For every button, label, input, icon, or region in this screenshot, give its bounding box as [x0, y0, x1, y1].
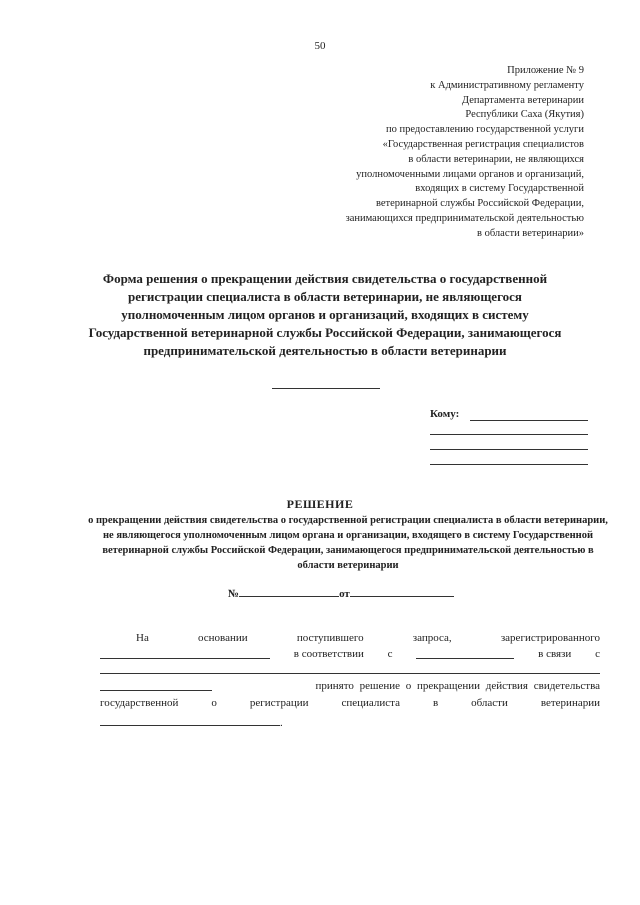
- decision-number-row: [228, 586, 454, 600]
- title-underline: [272, 388, 380, 389]
- date-label: от: [339, 588, 350, 600]
- number-blank[interactable]: [239, 586, 339, 597]
- page-number: 50: [314, 40, 326, 52]
- appendix-line: в области ветеринарии, не являющихся: [408, 153, 584, 165]
- recipient-blank-line[interactable]: [430, 434, 588, 435]
- body-word: в соответствии: [293, 648, 364, 660]
- appendix-line: занимающихся предпринимательской деятельностью: [345, 212, 584, 224]
- date-blank[interactable]: [350, 586, 454, 597]
- body-line-1: [136, 632, 600, 646]
- body-word: о: [211, 697, 217, 709]
- body-word: запроса,: [412, 632, 452, 644]
- appendix-line: Приложение № 9: [507, 65, 584, 76]
- body-word: с: [387, 648, 393, 660]
- recipient-label: Кому:: [430, 408, 460, 420]
- end-mark: .: [280, 717, 283, 729]
- recipient-blank-line[interactable]: [470, 420, 588, 421]
- body-word: зарегистрированного: [500, 632, 600, 644]
- reason-blank-continued[interactable]: [100, 680, 212, 691]
- body-word: основании: [198, 632, 248, 644]
- number-label: №: [228, 588, 240, 600]
- body-word: с: [595, 648, 600, 660]
- appendix-line: Департамента ветеринарии: [461, 94, 584, 106]
- body-line-3: [100, 663, 600, 677]
- body-text: принято решение о прекращении действия свидетельства: [315, 680, 600, 692]
- body-word: в: [432, 697, 439, 709]
- area-blank[interactable]: [100, 715, 280, 726]
- reason-blank[interactable]: [100, 663, 600, 674]
- decision-subtitle: о прекращении действия свидетельства о государственной регистрации специалиста в области ветеринарии, не являющегося уполномоченным лицом органа и организации, входящего в систему Государственной ветеринарной службы Российской Федерации, занимающегося предпринимательской деятельностью в области ветеринарии: [88, 515, 608, 571]
- decision-heading: РЕШЕНИЕ: [286, 497, 354, 511]
- body-word: На: [136, 632, 149, 644]
- registration-blank[interactable]: [100, 648, 270, 659]
- appendix-line: уполномоченными лицами органов и организаций,: [356, 168, 584, 180]
- body-word: ветеринарии: [540, 697, 600, 709]
- appendix-line: ветеринарной службы Российской Федерации,: [375, 198, 584, 210]
- appendix-line: в области ветеринарии»: [477, 227, 584, 239]
- body-line-2: [100, 648, 600, 662]
- body-word: в связи: [538, 648, 572, 660]
- appendix-line: Республики Саха (Якутия): [465, 109, 584, 121]
- body-word: специалиста: [341, 697, 400, 709]
- body-word: регистрации: [249, 697, 309, 709]
- appendix-header: [254, 64, 584, 242]
- appendix-line: к Административному регламенту: [430, 79, 584, 91]
- body-line-4: [100, 680, 600, 694]
- body-word: области: [471, 697, 508, 709]
- appendix-line: по предоставлению государственной услуги: [386, 124, 584, 136]
- basis-blank[interactable]: [416, 648, 514, 659]
- body-line-5: [100, 697, 600, 711]
- form-title: Форма решения о прекращении действия свидетельства о государственной регистрации специалиста в области ветеринарии, не являющегося уполномоченным лицом органов и организаций, входящих в систему Государственной ветеринарной службы Российской Федерации, занимающегося предпринимательской деятельностью в области ветеринарии: [88, 271, 562, 358]
- body-line-6: [100, 715, 600, 729]
- recipient-blank-line[interactable]: [430, 464, 588, 465]
- appendix-line: «Государственная регистрация специалистов: [382, 138, 584, 150]
- body-word: государственной: [100, 697, 179, 709]
- appendix-line: входящих в систему Государственной: [415, 183, 584, 195]
- recipient-blank-line[interactable]: [430, 449, 588, 450]
- body-word: поступившего: [296, 632, 364, 644]
